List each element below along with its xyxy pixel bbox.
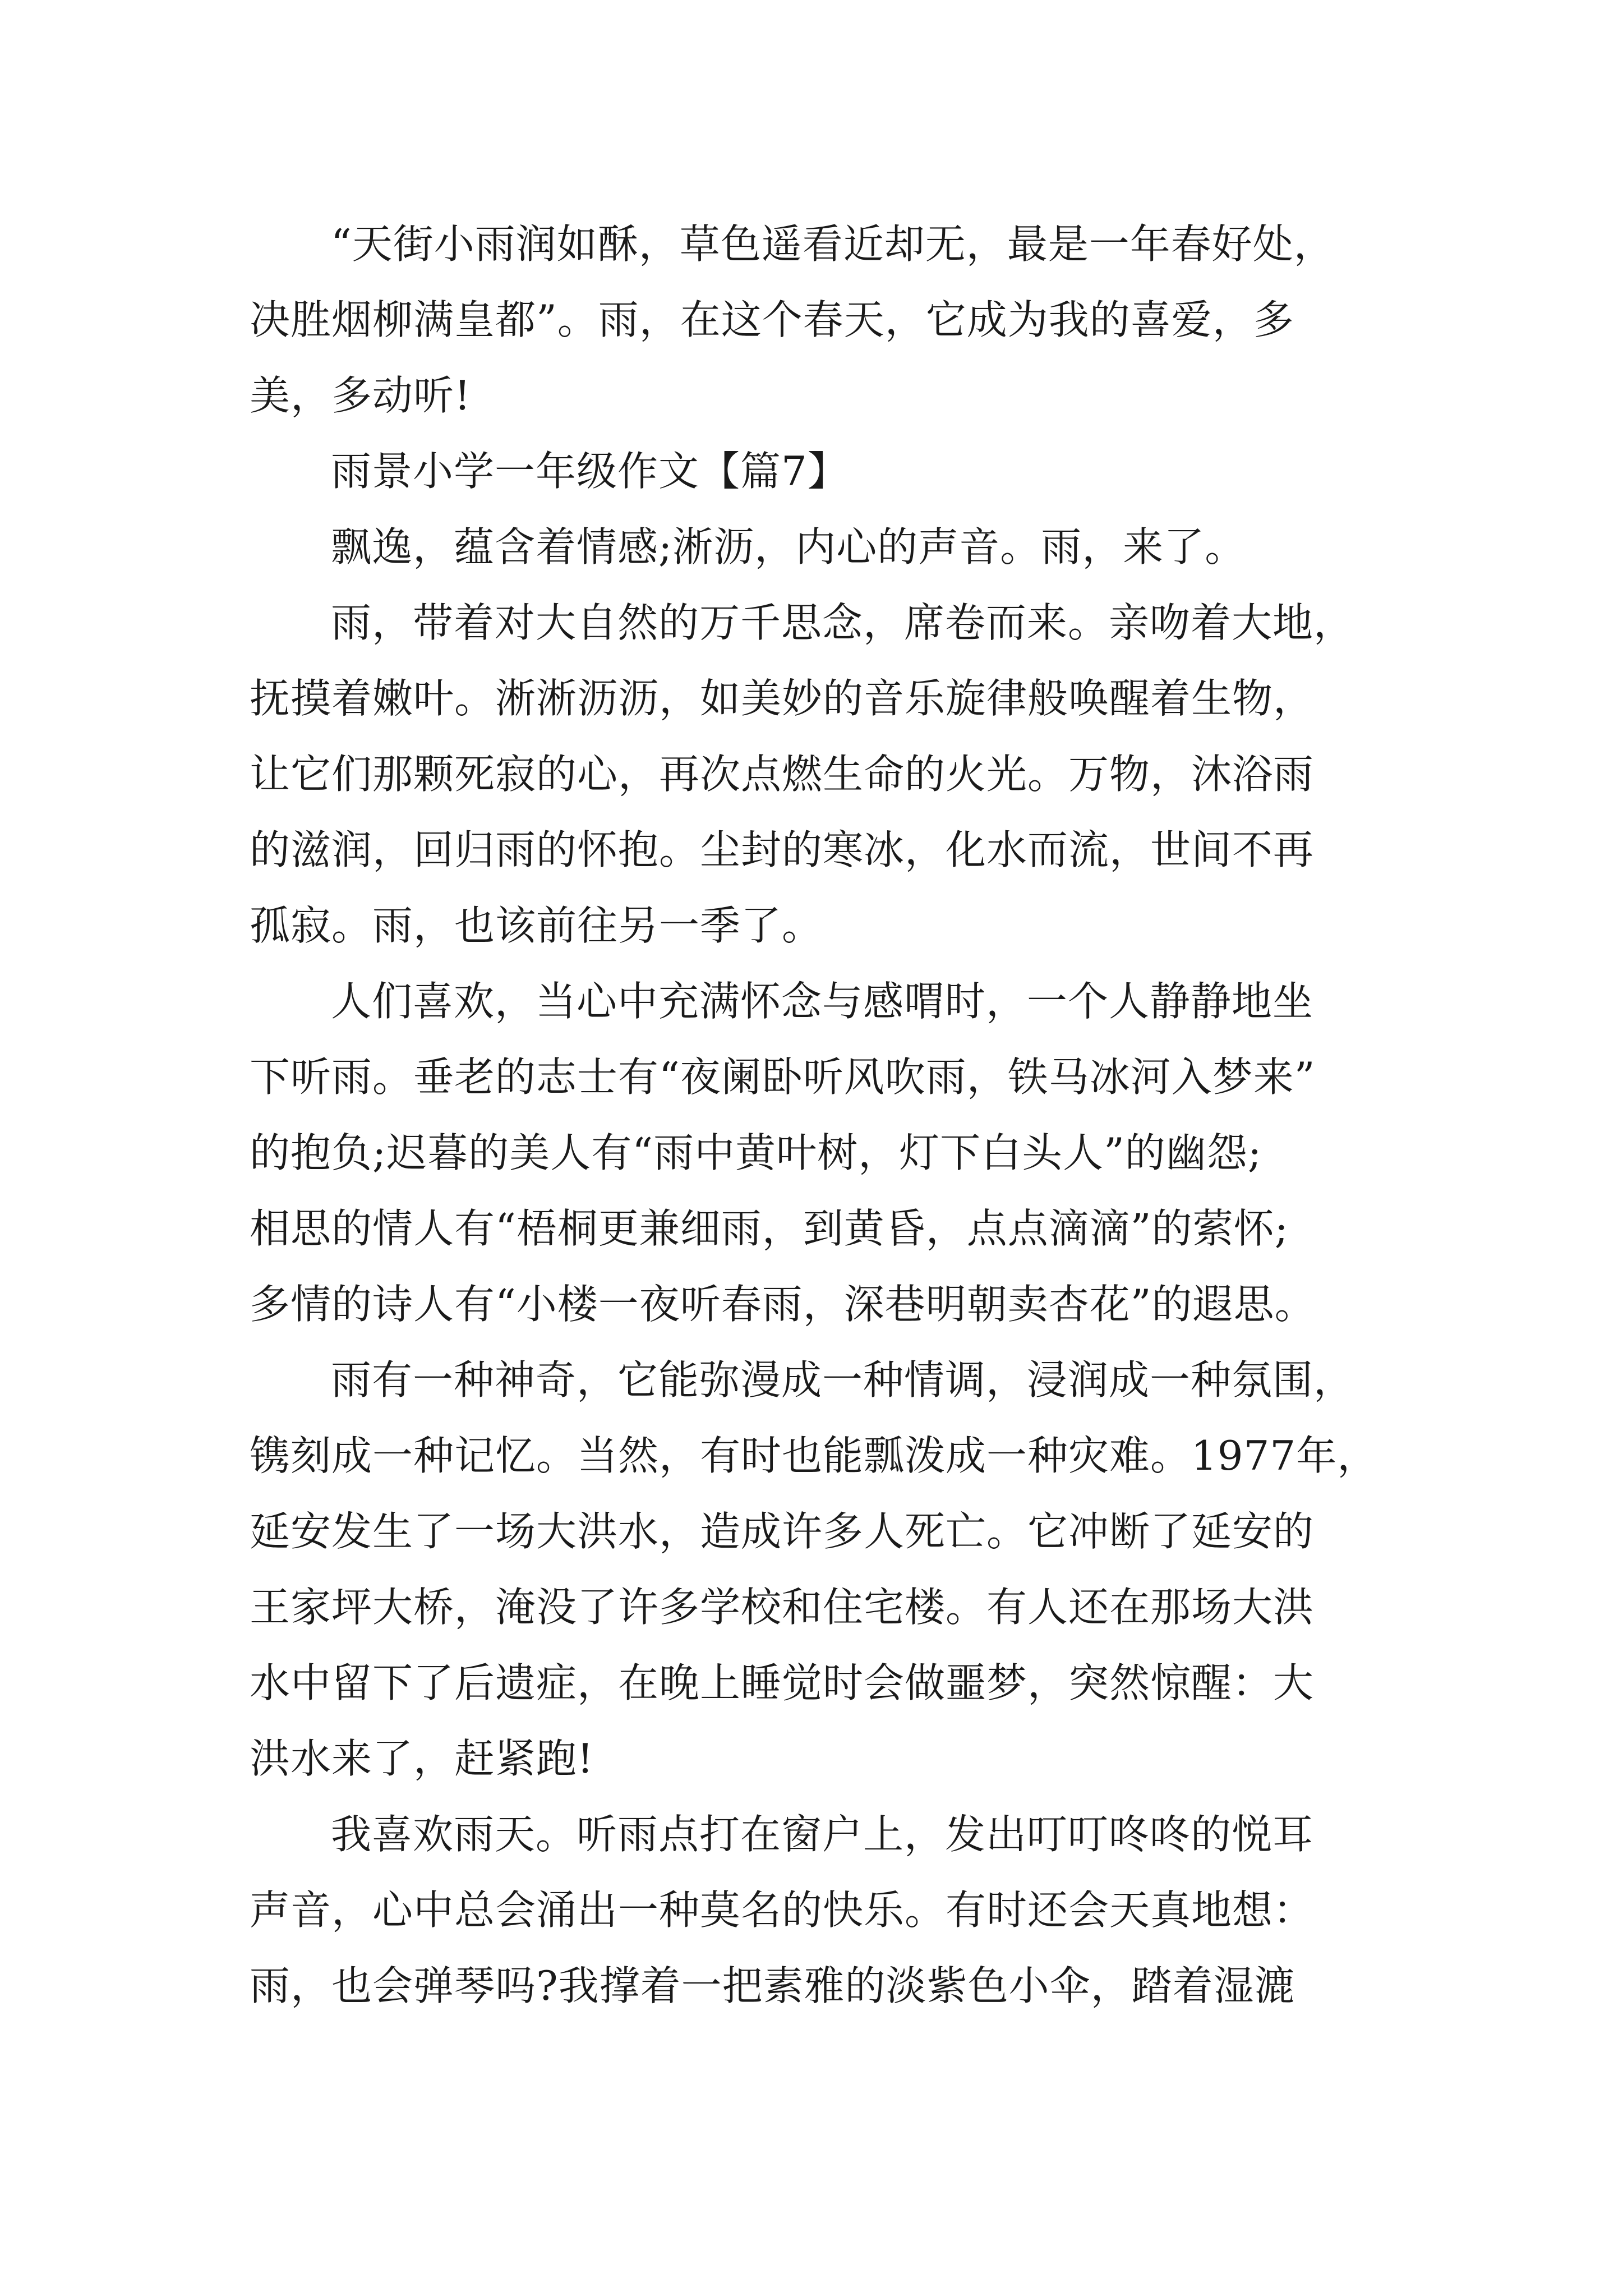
text-line: 王家坪大桥，淹没了许多学校和住宅楼。有人还在那场大洪 — [250, 1584, 1315, 1631]
text-line: 雨，带着对大自然的万千思念，席卷而来。亲吻着大地， — [331, 599, 1355, 646]
text-line: 美，多动听! — [250, 372, 471, 419]
text-line: 声音，心中总会涌出一种莫名的快乐。有时还会天真地想： — [250, 1887, 1315, 1934]
text-line: 水中留下了后遗症，在晚上睡觉时会做噩梦，突然惊醒：大 — [250, 1659, 1315, 1706]
text-line: 镌刻成一种记忆。当然，有时也能瓢泼成一种灾难。1977年， — [250, 1432, 1378, 1479]
text-line: 的抱负;迟暮的美人有“雨中黄叶树，灯下白头人”的幽怨; — [250, 1129, 1262, 1176]
text-line: 雨，也会弹琴吗?我撑着一把素雅的淡紫色小伞，踏着湿漉 — [250, 1962, 1295, 2009]
text-line: 洪水来了，赶紧跑! — [250, 1735, 594, 1782]
text-line: 相思的情人有“梧桐更兼细雨，到黄昏，点点滴滴”的萦怀; — [250, 1205, 1289, 1252]
text-line: 抚摸着嫩叶。淅淅沥沥，如美妙的音乐旋律般唤醒着生物， — [250, 675, 1315, 722]
text-line: 决胜烟柳满皇都”。雨，在这个春天，它成为我的喜爱，多 — [250, 296, 1294, 343]
text-line: 我喜欢雨天。听雨点打在窗户上，发出叮叮咚咚的悦耳 — [331, 1811, 1314, 1858]
text-line: “天街小雨润如酥，草色遥看近却无，最是一年春好处， — [331, 220, 1335, 268]
text-line: 的滋润，回归雨的怀抱。尘封的寒冰，化水而流，世间不再 — [250, 826, 1315, 873]
text-line: 多情的诗人有“小楼一夜听春雨，深巷明朝卖杏花”的遐思。 — [250, 1281, 1316, 1328]
section-heading: 雨景小学一年级作文【篇7】 — [331, 448, 849, 495]
text-line: 延安发生了一场大洪水，造成许多人死亡。它冲断了延安的 — [250, 1508, 1315, 1555]
text-line: 孤寂。雨，也该前往另一季了。 — [250, 902, 823, 949]
text-line: 下听雨。垂老的志士有“夜阑卧听风吹雨，铁马冰河入梦来” — [250, 1053, 1316, 1101]
text-line: 飘逸，蕴含着情感;淅沥，内心的声音。雨，来了。 — [331, 523, 1246, 570]
text-line: 人们喜欢，当心中充满怀念与感喟时，一个人静静地坐 — [331, 978, 1314, 1025]
text-line: 雨有一种神奇，它能弥漫成一种情调，浸润成一种氛围， — [331, 1356, 1355, 1404]
text-line: 让它们那颗死寂的心，再次点燃生命的火光。万物，沐浴雨 — [250, 751, 1315, 798]
